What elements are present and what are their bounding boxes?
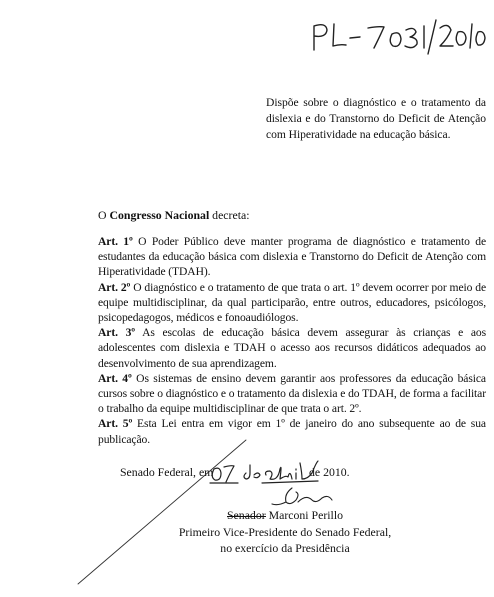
signer-role: Primeiro Vice-Presidente do Senado Federal, [178,524,392,539]
handwritten-reference-number [300,8,486,56]
date-place: Senado Federal, em [120,465,214,479]
signer-block [155,507,415,557]
article-text: O diagnóstico e o tratamento de que trata o art. 1º devem ocorrer por meio de equipe multidisciplinar, da qual participarão, entre outros, educadores, psicólogos, psicopedagogos, médicos e fonoaudiólogos. [98,280,486,325]
article-text: Esta Lei entra em vigor em 1º de janeiro do ano subsequente ao de sua publicação. [98,417,486,446]
article-label: Art. 2º [98,280,131,294]
article-4 [98,371,486,417]
article-label: Art. 1º [98,235,133,248]
bill-summary: Dispõe sobre o diagnóstico e o tratamento da dislexia e do Transtorno do Deficit de Atenção com Hiperatividade na educação básica. [266,96,486,142]
svg-text:07 de abril: 07 de abril [208,451,213,452]
article-label: Art. 3º [98,326,135,340]
article-1 [98,234,486,280]
enactment-clause [98,208,478,223]
enactment-subject: Congresso Nacional [109,208,210,222]
enactment-suffix: decreta: [212,208,250,222]
article-text: O Poder Público deve manter programa de diagnóstico e tratamento de estudantes da educação básica com dislexia e Transtorno do Deficit de Atenção com Hiperatividade (TDAH). [98,235,486,279]
date-year: de 2010. [309,465,350,479]
articles-list [98,234,486,447]
signer-capacity: no exercício da Presidência [220,541,350,555]
signer-title: Senador [227,508,266,522]
signer-name-line [155,507,415,524]
enactment-prefix: O [98,208,107,222]
date-line [120,464,420,484]
article-label: Art. 4º [98,371,132,385]
svg-text:PL- 7031/2010: PL- 7031/2010 [300,8,307,9]
article-5 [98,416,486,446]
article-label: Art. 5º [98,417,133,431]
article-2 [98,280,486,326]
article-text: As escolas de educação básica devem assegurar às crianças e aos adolescentes com dislexia e TDAH o acesso aos recursos didáticos adequados ao desenvolvimento de sua aprendizagem. [98,326,486,370]
article-text: Os sistemas de ensino devem garantir aos professores da educação básica cursos sobre o diagnóstico e o tratamento da dislexia e do TDAH, de forma a facilitar o trabalho da equipe multidisciplinar de que trata o art. 2º. [98,371,486,416]
article-3 [98,325,486,371]
signer-name: Marconi Perillo [268,508,343,522]
